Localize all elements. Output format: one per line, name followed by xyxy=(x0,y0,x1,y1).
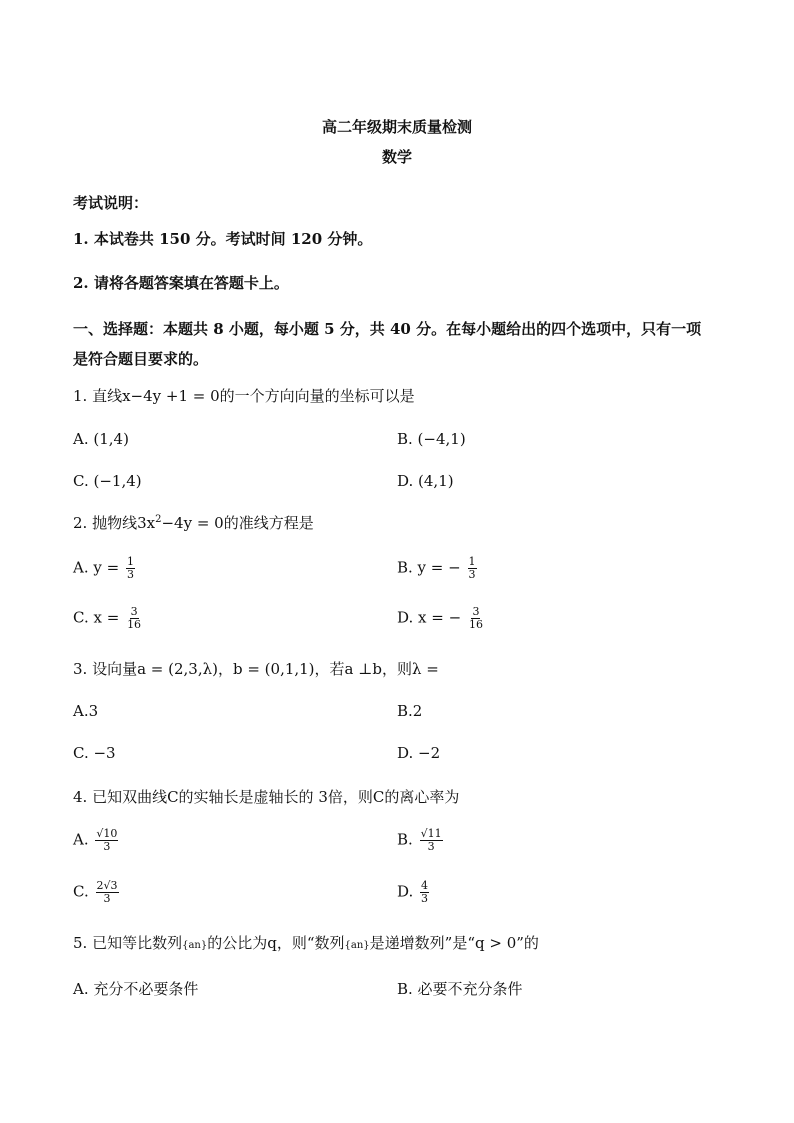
q4-option-c xyxy=(73,880,119,905)
q4-option-c-label: C. xyxy=(73,882,89,901)
q2-option-c-fraction xyxy=(126,606,142,631)
q2-option-c-label: C. x = xyxy=(73,608,120,627)
question-1-expr: x−4y +1 = 0 xyxy=(122,387,220,405)
q2-option-a-label: A. y = xyxy=(73,558,120,577)
q4-option-b xyxy=(397,828,443,853)
q2-a-numerator: 1 xyxy=(126,555,134,568)
q2-d-denominator: 16 xyxy=(468,618,483,631)
q1-option-b: B. (−4,1) xyxy=(397,430,466,448)
q4-option-c-fraction xyxy=(96,880,119,905)
q2-b-numerator: 1 xyxy=(468,555,476,568)
q2-c-numerator: 3 xyxy=(130,605,138,618)
question-2-prefix: 2. 抛物线 xyxy=(73,514,138,532)
q4-b-numerator: √11 xyxy=(420,827,442,840)
q1-option-d: D. (4,1) xyxy=(397,472,454,490)
q3-option-b: B.2 xyxy=(397,702,423,720)
exam-subject: 数学 xyxy=(381,148,412,166)
q2-option-a-fraction xyxy=(126,556,135,581)
section-heading-line-1: 一、选择题：本题共 8 小题，每小题 5 分，共 40 分。在每小题给出的四个选项中，只有一项 xyxy=(73,320,702,338)
q2-option-d-fraction xyxy=(468,606,484,631)
q2-option-b xyxy=(397,556,477,581)
q4-option-a-label: A. xyxy=(73,830,89,849)
question-2-exponent: 2 xyxy=(155,514,162,525)
question-3: 3. 设向量a = (2,3,λ)，b = (0,1,1)，若a ⊥b，则λ = xyxy=(73,660,439,678)
question-1 xyxy=(73,385,415,406)
q2-option-d xyxy=(397,606,484,631)
q3-option-d: D. −2 xyxy=(397,744,441,762)
q4-d-denominator: 3 xyxy=(421,892,429,905)
question-2-expr-a: 3x xyxy=(137,514,156,532)
q3-option-c: C. −3 xyxy=(73,744,116,762)
q5-option-b: B. 必要不充分条件 xyxy=(397,980,523,998)
q3-option-a: A.3 xyxy=(73,702,99,720)
q2-option-b-label: B. y = − xyxy=(397,558,461,577)
question-5-sequence-2: {an} xyxy=(344,940,370,951)
q2-c-denominator: 16 xyxy=(127,618,142,631)
instructions-heading: 考试说明： xyxy=(73,194,149,212)
question-2 xyxy=(73,512,314,533)
exam-title: 高二年级期末质量检测 xyxy=(321,118,472,136)
q5-option-a: A. 充分不必要条件 xyxy=(73,980,199,998)
question-4: 4. 已知双曲线C的实轴长是虚轴长的 3倍，则C的离心率为 xyxy=(73,788,460,806)
q4-option-a xyxy=(73,828,118,853)
q2-option-a xyxy=(73,556,135,581)
q4-d-numerator: 4 xyxy=(421,879,429,892)
question-5-text-2: 的公比为q，则“数列 xyxy=(207,934,345,952)
question-5-text-1: 5. 已知等比数列 xyxy=(73,934,183,952)
question-2-expr-b: −4y = 0 xyxy=(161,514,224,532)
q4-option-b-label: B. xyxy=(397,830,413,849)
q4-option-b-fraction xyxy=(420,828,443,853)
q4-option-d-fraction xyxy=(420,880,429,905)
q1-option-c: C. (−1,4) xyxy=(73,472,142,490)
q4-b-denominator: 3 xyxy=(427,840,435,853)
section-heading-line-2: 是符合题目要求的。 xyxy=(73,350,209,368)
question-1-prefix: 1. 直线 xyxy=(73,387,123,405)
q2-d-numerator: 3 xyxy=(472,605,480,618)
q4-option-a-fraction xyxy=(95,828,118,853)
question-1-suffix: 的一个方向向量的坐标可以是 xyxy=(219,387,415,405)
question-5-text-3: 是递增数列”是“q > 0”的 xyxy=(369,934,539,952)
q4-option-d-label: D. xyxy=(397,882,414,901)
q4-a-numerator: √10 xyxy=(96,827,118,840)
q4-c-numerator: 2√3 xyxy=(96,879,118,892)
q4-option-d xyxy=(397,880,429,905)
q2-b-denominator: 3 xyxy=(468,568,476,581)
question-2-suffix: 的准线方程是 xyxy=(223,514,314,532)
q4-a-denominator: 3 xyxy=(103,840,111,853)
instruction-item-2: 2. 请将各题答案填在答题卡上。 xyxy=(73,274,289,292)
q2-a-denominator: 3 xyxy=(126,568,134,581)
q1-option-a: A. (1,4) xyxy=(73,430,129,448)
instruction-item-1: 1. 本试卷共 150 分。考试时间 120 分钟。 xyxy=(73,230,373,248)
question-5 xyxy=(73,932,539,953)
q4-c-denominator: 3 xyxy=(103,892,111,905)
q2-option-c xyxy=(73,606,142,631)
q2-option-d-label: D. x = − xyxy=(397,608,462,627)
q2-option-b-fraction xyxy=(468,556,477,581)
question-5-sequence-1: {an} xyxy=(182,940,208,951)
